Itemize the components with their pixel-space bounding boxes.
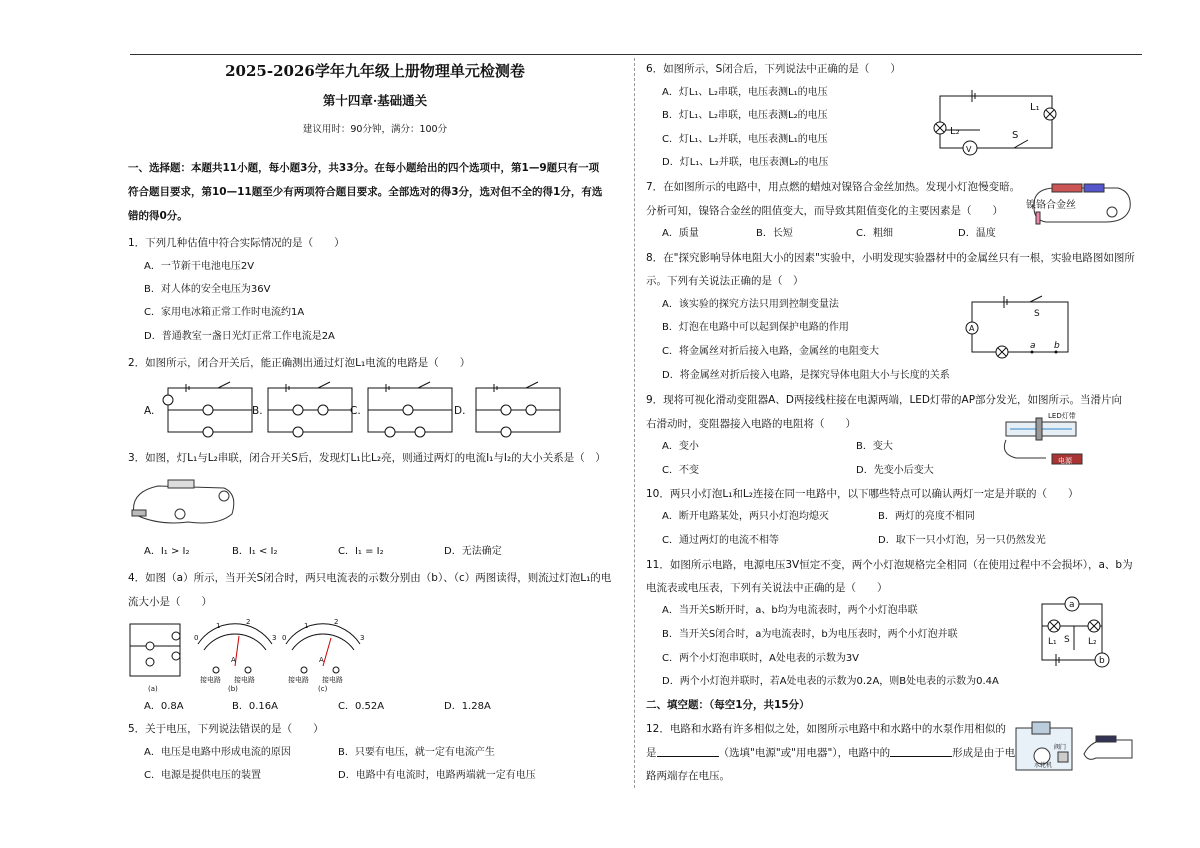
q4-figures [128,616,488,694]
q2-label-a: A. [144,405,155,417]
q12-pump-label: 水轮机 [1034,762,1053,769]
q8-option-d: D．将金属丝对折后接入电路，是探究导体电阻大小与长度的关系 [662,370,950,381]
q7-fig-label: 镍铬合金丝 [1026,200,1076,211]
q4-scale-b-0: 0 [194,634,199,642]
q4-scale-c-0: 0 [282,634,287,642]
exam-info: 建议用时：90分钟，满分：100分 [302,124,448,135]
q7-option-d: D．温度 [958,228,996,239]
q10-option-b: B．两灯的亮度不相同 [878,511,975,522]
q4-option-d: D．1.28A [444,701,491,712]
q4-terminal-c2: 接电路 [322,676,343,684]
section1-line3: 错的得0分。 [128,210,188,222]
q1-option-a: A．一节新干电池电压2V [144,261,255,272]
q7-circuit-photo [1026,178,1138,228]
q7-stem-line2: 分析可知，镍铬合金丝的阻值变大，而导致其阻值变化的主要因素是（ ） [646,205,1003,217]
q1-option-c: C．家用电冰箱正常工作时电流约1A [144,307,305,318]
q8-circuit [964,296,1074,356]
q11-stem-line1: 11．如图所示电路，电源电压3V恒定不变，两个小灯泡规格完全相同（在使用过程中不会损坏），a、b为 [646,559,1133,571]
q4-stem-line2: 流大小是（ ） [128,596,212,608]
q11-label-l2: L₂ [1088,637,1097,647]
q9-option-a: A．变小 [662,441,699,452]
q6-circuit [920,90,1060,152]
q11-label-b: b [1099,656,1105,666]
q2-label-d: D. [454,405,466,417]
q4-scale-b-1: 1 [216,622,221,630]
q6-option-d: D．灯L₁、L₂并联，电压表测L₂的电压 [662,157,829,168]
q12-line3: 路两端存在电压。 [646,770,730,782]
section2-title: 二、填空题：（每空1分，共15分） [646,699,810,711]
q8-label-a-meter: A [969,324,975,333]
q11-label-a: a [1069,600,1075,610]
q6-label-v: V [966,145,972,154]
q12-line2b: （选填"电源"或"用电器"），电路中的 [718,747,891,759]
q1-option-d: D．普通教室一盏日光灯正常工作电流是2A [144,331,335,342]
q8-stem-line2: 示。下列有关说法正确的是（ ） [646,275,804,287]
q4-scale-c-3: 3 [360,634,365,642]
q2-label-b: B. [252,405,263,417]
q12-blank-2[interactable] [890,747,952,757]
q11-option-c: C．两个小灯泡串联时，A处电表的示数为3V [662,653,860,664]
q5-stem: 5．关于电压，下列说法错误的是（ ） [128,723,324,735]
q1-option-b: B．对人体的安全电压为36V [144,284,271,295]
q2-stem: 2．如图所示，闭合开关后，能正确测出通过灯泡L₁电流的电路是（ ） [128,357,471,369]
q6-label-l1: L₁ [1030,102,1040,113]
q9-stem-line1: 9．现将可视化滑动变阻器A、D两接线柱接在电源两端，LED灯带的AP部分发光，如图所示。当滑片向 [646,394,1123,406]
q4-unit-c: A [319,656,324,664]
q11-circuit [1036,594,1118,666]
q6-option-b: B．灯L₁、L₂串联，电压表测L₂的电压 [662,110,828,121]
q4-scale-b-2: 2 [246,618,251,626]
q4-scale-b-3: 3 [272,634,277,642]
q10-stem: 10．两只小灯泡L₁和L₂连接在同一电路中，以下哪些特点可以确认两灯一定是并联的（ ） [646,488,1079,500]
q10-option-a: A．断开电路某处，两只小灯泡均熄灭 [662,511,829,522]
q6-option-c: C．灯L₁、L₂并联，电压表测L₁的电压 [662,134,828,145]
q3-circuit-photo [128,474,238,530]
q11-option-d: D．两个小灯泡并联时，若A处电表的示数为0.2A，则B处电表的示数为0.4A [662,676,999,687]
q10-option-d: D．取下一只小灯泡，另一只仍然发光 [878,535,1046,546]
q8-option-c: C．将金属丝对折后接入电路，金属丝的电阻变大 [662,346,879,357]
q4-unit-b: A [231,656,236,664]
section1-line2: 符合题目要求，第10—11题至少有两项符合题目要求。全部选对的得3分，选对但不全的得1分，有选 [128,186,603,198]
q6-option-a: A．灯L₁、L₂串联，电压表测L₁的电压 [662,87,828,98]
q4-terminal-b2: 接电路 [234,676,255,684]
q6-stem: 6．如图所示，S闭合后，下列说法中正确的是（ ） [646,63,901,75]
q3-stem: 3．如图，灯L₁与L₂串联，闭合开关S后，发现灯L₁比L₂亮，则通过两灯的电流I₁与I₂的大小关系是（ ） [128,452,606,464]
q4-option-a: A．0.8A [144,701,184,712]
q9-power-label: 电源 [1058,457,1072,465]
q12-valve-label: 阀门 [1054,744,1067,751]
q9-option-d: D．先变小后变大 [856,465,934,476]
q2-circuit-diagrams [158,380,628,438]
q4-fig-c-label: (c) [318,685,328,693]
q4-terminal-b1: 接电路 [200,676,221,684]
exam-title: 2025-2026学年九年级上册物理单元检测卷 [225,62,525,80]
column-divider [634,58,635,788]
q11-label-l1: L₁ [1048,637,1057,647]
q8-label-s: S [1034,309,1040,319]
q9-option-c: C．不变 [662,465,699,476]
q12-blank-1[interactable] [657,747,719,757]
q11-label-s: S [1064,635,1070,645]
q10-option-c: C．通过两灯的电流不相等 [662,535,779,546]
q4-terminal-c1: 接电路 [288,676,309,684]
q7-option-b: B．长短 [756,228,793,239]
q6-label-l2: L₂ [950,126,960,137]
q12-line2 [646,746,1015,760]
top-rule [130,54,1142,55]
q8-stem-line1: 8．在"探究影响导体电阻大小的因素"实验中，小明发现实验器材中的金属丝只有一根，实验电路图如图所 [646,252,1135,264]
q8-option-b: B．灯泡在电路中可以起到保护电路的作用 [662,322,849,333]
q7-option-c: C．粗细 [856,228,893,239]
q12-water-circuit-figure [1012,718,1138,778]
q4-fig-b-label: (b) [228,685,238,693]
q3-option-a: A．I₁ > I₂ [144,546,190,557]
q4-fig-a-label: (a) [148,685,158,693]
q5-option-d: D．电路中有电流时，电路两端就一定有电压 [338,770,536,781]
q9-option-b: B．变大 [856,441,893,452]
q5-option-a: A．电压是电路中形成电流的原因 [144,747,291,758]
q5-option-b: B．只要有电压，就一定有电流产生 [338,747,495,758]
q4-scale-c-1: 1 [304,622,309,630]
q9-led-label: LED灯带 [1048,412,1076,420]
q9-stem-line2: 右滑动时，变阻器接入电路的电阻将（ ） [646,418,856,430]
q9-device-photo [996,410,1092,468]
q2-label-c: C. [350,405,361,417]
q3-option-b: B．I₁ < I₂ [232,546,278,557]
q11-option-a: A．当开关S断开时，a、b均为电流表时，两个小灯泡串联 [662,605,918,616]
q5-option-c: C．电源是提供电压的装置 [144,770,261,781]
q3-option-c: C．I₁ = I₂ [338,546,384,557]
q3-option-d: D．无法确定 [444,546,502,557]
q12-line2c: 形成是由于电 [952,747,1016,759]
q4-stem-line1: 4．如图（a）所示，当开关S闭合时，两只电流表的示数分别由（b）、（c）两图读得，则流过灯泡L₁的电 [128,572,612,584]
q11-stem-line2: 电流表或电压表，下列有关说法中正确的是（ ） [646,582,888,594]
q4-scale-c-2: 2 [334,618,339,626]
q4-option-b: B．0.16A [232,701,278,712]
q12-line2a: 是 [646,747,657,759]
q7-option-a: A．质量 [662,228,699,239]
exam-subtitle: 第十四章·基础通关 [322,93,428,108]
q4-option-c: C．0.52A [338,701,385,712]
q12-line1: 12．电路和水路有许多相似之处，如图所示电路中和水路中的水泵作用相似的 [646,723,1006,735]
q8-label-b: b [1054,341,1060,351]
q8-label-a: a [1030,341,1036,351]
q8-option-a: A．该实验的探究方法只用到控制变量法 [662,299,839,310]
q6-label-s: S [1012,130,1019,141]
section1-line1: 一、选择题：本题共11小题，每小题3分，共33分。在每小题给出的四个选项中，第1—9题只有一项 [128,162,600,174]
q1-stem: 1．下列几种估值中符合实际情况的是（ ） [128,237,345,249]
q11-option-b: B．当开关S闭合时，a为电流表时，b为电压表时，两个小灯泡并联 [662,629,958,640]
q7-stem-line1: 7．在如图所示的电路中，用点燃的蜡烛对镍铬合金丝加热。发现小灯泡慢变暗。 [646,181,1021,193]
